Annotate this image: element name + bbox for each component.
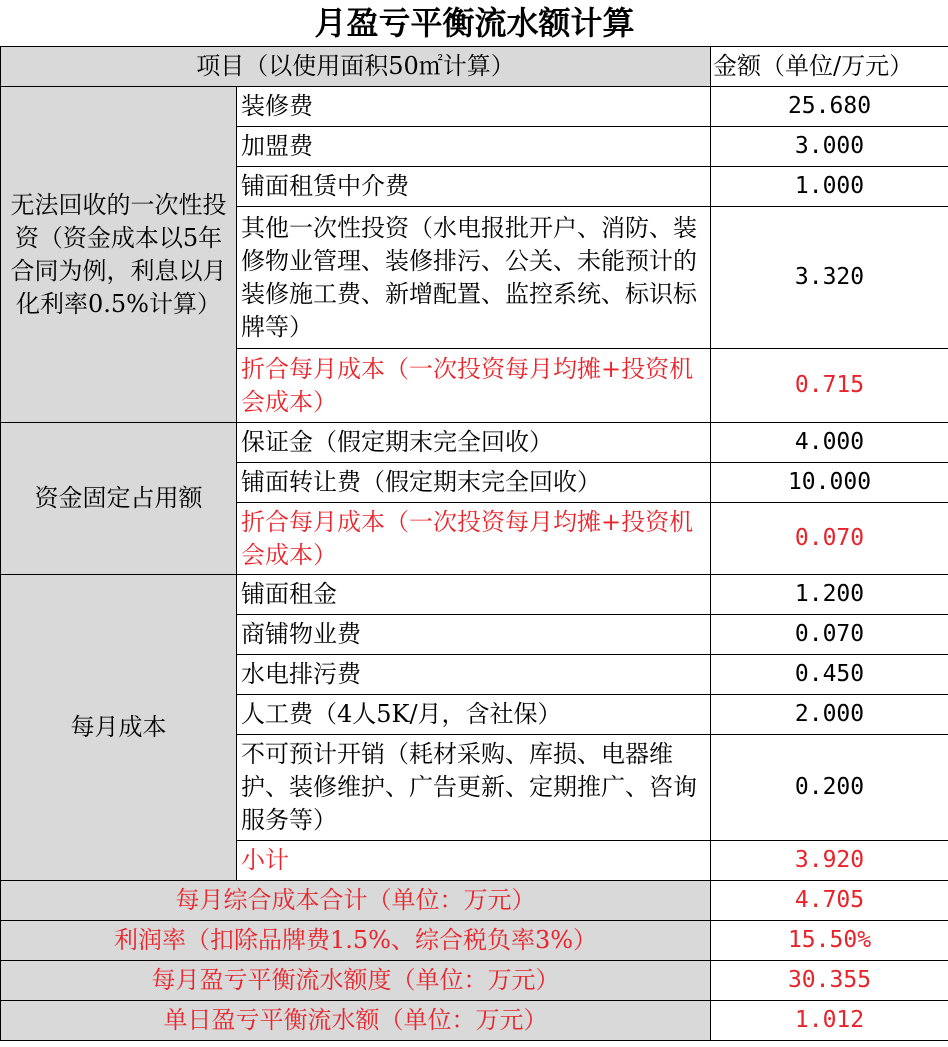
row-value: 3.320 [711,207,948,349]
row-value: 1.000 [711,167,948,207]
summary-label: 单日盈亏平衡流水额（单位：万元） [1,1001,711,1041]
row-value-monthly-cost: 0.070 [711,503,948,575]
row-label: 不可预计开销（耗材采购、库损、电器维护、装修维护、广告更新、定期推广、咨询服务等） [237,735,711,841]
row-label-subtotal: 小计 [237,841,711,881]
header-item: 项目（以使用面积50㎡计算） [1,47,711,87]
sheet-title: 月盈亏平衡流水额计算 [1,0,948,47]
header-amount: 金额（单位/万元） [711,47,948,87]
category-fixed-capital: 资金固定占用额 [1,423,237,575]
row-label: 铺面租赁中介费 [237,167,711,207]
row-value-monthly-cost: 0.715 [711,349,948,423]
summary-label: 利润率（扣除品牌费1.5%、综合税负率3%） [1,921,711,961]
row-value: 3.000 [711,127,948,167]
row-value-subtotal: 3.920 [711,841,948,881]
row-label: 其他一次性投资（水电报批开户、消防、装修物业管理、装修排污、公关、未能预计的装修施工费、新增配置、监控系统、标识标牌等） [237,207,711,349]
row-value: 4.000 [711,423,948,463]
row-label-monthly-cost: 折合每月成本（一次投资每月均摊+投资机会成本） [237,349,711,423]
summary-value: 1.012 [711,1001,948,1041]
row-value: 25.680 [711,87,948,127]
summary-value: 30.355 [711,961,948,1001]
category-monthly-cost: 每月成本 [1,575,237,881]
row-label: 装修费 [237,87,711,127]
row-label-monthly-cost: 折合每月成本（一次投资每月均摊+投资机会成本） [237,503,711,575]
summary-value: 15.50% [711,921,948,961]
row-value: 0.070 [711,615,948,655]
row-value: 0.450 [711,655,948,695]
row-label: 水电排污费 [237,655,711,695]
row-value: 0.200 [711,735,948,841]
row-label: 加盟费 [237,127,711,167]
row-label: 人工费（4人5K/月，含社保） [237,695,711,735]
summary-label: 每月盈亏平衡流水额度（单位：万元） [1,961,711,1001]
category-one-time-investment: 无法回收的一次性投资（资金成本以5年合同为例，利息以月化利率0.5%计算） [1,87,237,423]
row-label: 商铺物业费 [237,615,711,655]
row-label: 铺面租金 [237,575,711,615]
row-label: 保证金（假定期末完全回收） [237,423,711,463]
row-label: 铺面转让费（假定期末完全回收） [237,463,711,503]
summary-value: 4.705 [711,881,948,921]
row-value: 2.000 [711,695,948,735]
summary-label: 每月综合成本合计（单位：万元） [1,881,711,921]
row-value: 1.200 [711,575,948,615]
row-value: 10.000 [711,463,948,503]
